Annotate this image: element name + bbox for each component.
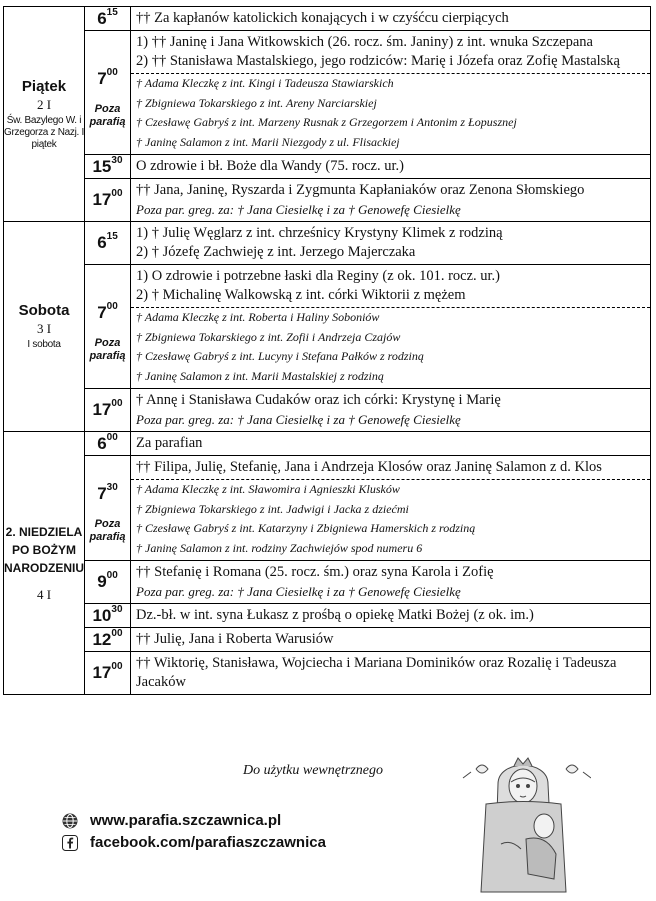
intention-line: O zdrowie i bł. Boże dla Wandy (75. rocz. ur.) — [136, 158, 404, 174]
mass-time — [85, 265, 131, 389]
hour: 7 — [97, 302, 107, 322]
minutes: 30 — [106, 482, 118, 493]
day-date: 2 I — [36, 96, 52, 112]
outside-parish-line: † Zbigniewa Tokarskiego z int. Jadwigi i Jacka z dziećmi — [136, 501, 409, 516]
minutes: 00 — [111, 661, 123, 672]
mass-time — [85, 155, 131, 179]
intention-line: Dz.-bł. w int. syna Łukasz z prośbą o opiekę Matki Bożej (z ok. im.) — [136, 607, 534, 623]
outside-parish-line: † Adama Kleczkę z int. Sławomira i Agnieszki Klusków — [136, 482, 400, 496]
mass-time — [85, 31, 131, 155]
intention-line: 1) † Julię Węglarz z int. chrześnicy Krystyny Klimek z rodziną — [136, 225, 503, 241]
hour: 7 — [97, 484, 107, 503]
outside-parish-line: † Janinę Salamon z int. rodziny Zachwiejów spod numeru 6 — [136, 540, 423, 555]
mass-intentions — [131, 31, 651, 155]
intention-line: †† Stefanię i Romana (25. rocz. śm.) oraz syna Karola i Zofię — [136, 564, 494, 580]
schedule-row — [4, 652, 651, 695]
mass-intentions — [131, 561, 651, 604]
minutes: 00 — [106, 300, 118, 312]
outside-parish-line: † Adama Kleczkę z int. Roberta i Haliny Soboniów — [136, 310, 380, 324]
hour: 10 — [92, 605, 112, 625]
day-cell — [4, 222, 85, 432]
outside-parish-line: † Zbigniewa Tokarskiego z int. Zofii i Andrzeja Czajów — [136, 329, 401, 344]
mass-intentions — [131, 652, 651, 695]
minutes: 00 — [111, 627, 123, 639]
hour: 17 — [92, 663, 112, 682]
outside-parish-intentions — [131, 307, 650, 386]
hour: 12 — [92, 629, 112, 649]
outside-parish-line: † Janinę Salamon z int. Marii Niezgody z ul. Flisackiej — [136, 134, 400, 149]
day-cell — [4, 432, 85, 695]
schedule-row — [4, 628, 651, 652]
hour: 17 — [92, 400, 112, 419]
schedule-row — [4, 222, 651, 265]
minutes: 00 — [106, 431, 118, 443]
mass-time — [85, 456, 131, 561]
outside-parish-intentions — [131, 479, 650, 558]
intention-line: 2) † Józefę Zachwieję z int. Jerzego Majerczaka — [136, 244, 416, 260]
mass-time — [85, 7, 131, 31]
intention-line: †† Filipa, Julię, Stefanię, Jana i Andrzeja Klosów oraz Janinę Salamon z d. Klos — [136, 459, 602, 475]
minutes: 00 — [111, 188, 123, 199]
mass-intentions — [131, 179, 651, 222]
mass-intentions — [131, 389, 651, 432]
mass-intentions — [131, 604, 651, 628]
mass-time — [85, 179, 131, 222]
day-note: I sobota — [27, 339, 61, 350]
religious-icon-image — [456, 744, 591, 894]
outside-parish-label: Poza parafią — [89, 518, 126, 543]
outside-parish-line: † Czesławę Gabryś z int. Marzeny Rusnak z Grzegorzem i Antonim z Łopusznej — [136, 115, 517, 129]
hour: 17 — [92, 190, 112, 209]
outside-parish-line: † Zbigniewa Tokarskiego z int. Areny Narciarskiej — [136, 95, 377, 110]
minutes: 00 — [111, 398, 123, 409]
mass-intentions — [131, 222, 651, 265]
hour: 6 — [97, 433, 107, 453]
gregorian-note: Poza par. greg. za: † Jana Ciesielkę i za † Genowefę Ciesielkę — [136, 584, 461, 599]
day-date: 4 I — [36, 587, 52, 602]
website-link[interactable] — [62, 812, 281, 829]
day-cell — [4, 7, 85, 222]
outside-parish-line: † Czesławę Gabryś z int. Lucyny i Stefana Pałków z rodziną — [136, 349, 424, 363]
outside-parish-intentions — [131, 73, 650, 152]
hour: 6 — [97, 233, 107, 252]
facebook-icon — [62, 835, 78, 851]
intention-line: †† Jana, Janinę, Ryszarda i Zygmunta Kapłaniaków oraz Zenona Słomskiego — [136, 182, 585, 198]
mass-intentions — [131, 456, 651, 561]
facebook-link[interactable] — [62, 834, 326, 851]
intention-line: 1) O zdrowie i potrzebne łaski dla Reginy (z ok. 101. rocz. ur.) — [136, 268, 501, 284]
mass-intentions — [131, 628, 651, 652]
intention-line: †† Za kapłanów katolickich konających i w czyśćcu cierpiących — [136, 10, 509, 26]
mass-schedule-table — [3, 6, 651, 695]
outside-parish-label: Poza parafią — [89, 102, 126, 128]
minutes: 00 — [106, 570, 118, 581]
intention-line: †† Julię, Jana i Roberta Warusiów — [136, 631, 334, 647]
hour: 9 — [97, 572, 107, 591]
schedule-row — [4, 389, 651, 432]
minutes: 15 — [106, 6, 118, 18]
facebook-url[interactable]: facebook.com/parafiaszczawnica — [90, 834, 326, 851]
globe-icon — [62, 813, 78, 829]
mass-time — [85, 628, 131, 652]
schedule-row — [4, 7, 651, 31]
day-name: Sobota — [18, 302, 70, 319]
schedule-row — [4, 604, 651, 628]
intention-line: Za parafian — [136, 435, 203, 451]
internal-use-note: Do użytku wewnętrznego — [243, 763, 383, 778]
outside-parish-line: † Adama Kleczkę z int. Kingi i Tadeusza Stawiarskich — [136, 76, 394, 90]
hour: 15 — [92, 156, 112, 176]
minutes: 00 — [106, 66, 118, 78]
mass-time — [85, 389, 131, 432]
schedule-row — [4, 155, 651, 179]
website-url[interactable]: www.parafia.szczawnica.pl — [90, 812, 282, 829]
intention-line: 1) †† Janinę i Jana Witkowskich (26. rocz. śm. Janiny) z int. wnuka Szczepana — [136, 34, 593, 50]
schedule-row — [4, 432, 651, 456]
gregorian-note: Poza par. greg. za: † Jana Ciesielkę i za † Genowefę Ciesielkę — [136, 412, 461, 427]
day-date: 3 I — [36, 321, 52, 336]
mass-intentions — [131, 155, 651, 179]
minutes: 15 — [106, 231, 118, 242]
intention-line: † Annę i Stanisława Cudaków oraz ich córki: Krystynę i Marię — [136, 392, 501, 408]
intention-line: 2) † Michalinę Walkowską z int. córki Wiktorii z mężem — [136, 287, 466, 303]
intention-line: †† Wiktorię, Stanisława, Wojciecha i Mariana Dominików oraz Rozalię i Tadeusza Jacaków — [136, 655, 617, 690]
mass-time — [85, 222, 131, 265]
mass-time — [85, 432, 131, 456]
mass-intentions — [131, 7, 651, 31]
day-name: Piątek — [21, 77, 67, 95]
gregorian-note: Poza par. greg. za: † Jana Ciesielkę i za † Genowefę Ciesielkę — [136, 202, 461, 217]
mass-time — [85, 561, 131, 604]
mass-time — [85, 652, 131, 695]
schedule-row — [4, 561, 651, 604]
day-note: Św. Bazylego W. i Grzegorza z Nazj. I piątek — [4, 114, 84, 150]
mass-intentions — [131, 265, 651, 389]
outside-parish-line: † Janinę Salamon z int. Marii Mastalskiej z rodziną — [136, 368, 384, 383]
day-name: 2. NIEDZIELA PO BOŻYM NARODZENIU — [4, 525, 84, 575]
mass-intentions — [131, 432, 651, 456]
minutes: 30 — [111, 154, 123, 166]
schedule-row — [4, 179, 651, 222]
hour: 7 — [97, 68, 107, 88]
intention-line: 2) †† Stanisława Mastalskiego, jego rodziców: Marię i Józefa oraz Zofię Mastalską — [136, 53, 620, 69]
schedule-row — [4, 265, 651, 389]
outside-parish-line: † Czesławę Gabryś z int. Katarzyny i Zbigniewa Hamerskich z rodziną — [136, 521, 476, 535]
minutes: 30 — [111, 603, 123, 615]
hour: 6 — [97, 8, 107, 28]
outside-parish-label: Poza parafią — [89, 336, 126, 362]
mass-time — [85, 604, 131, 628]
schedule-row — [4, 31, 651, 155]
schedule-row — [4, 456, 651, 561]
